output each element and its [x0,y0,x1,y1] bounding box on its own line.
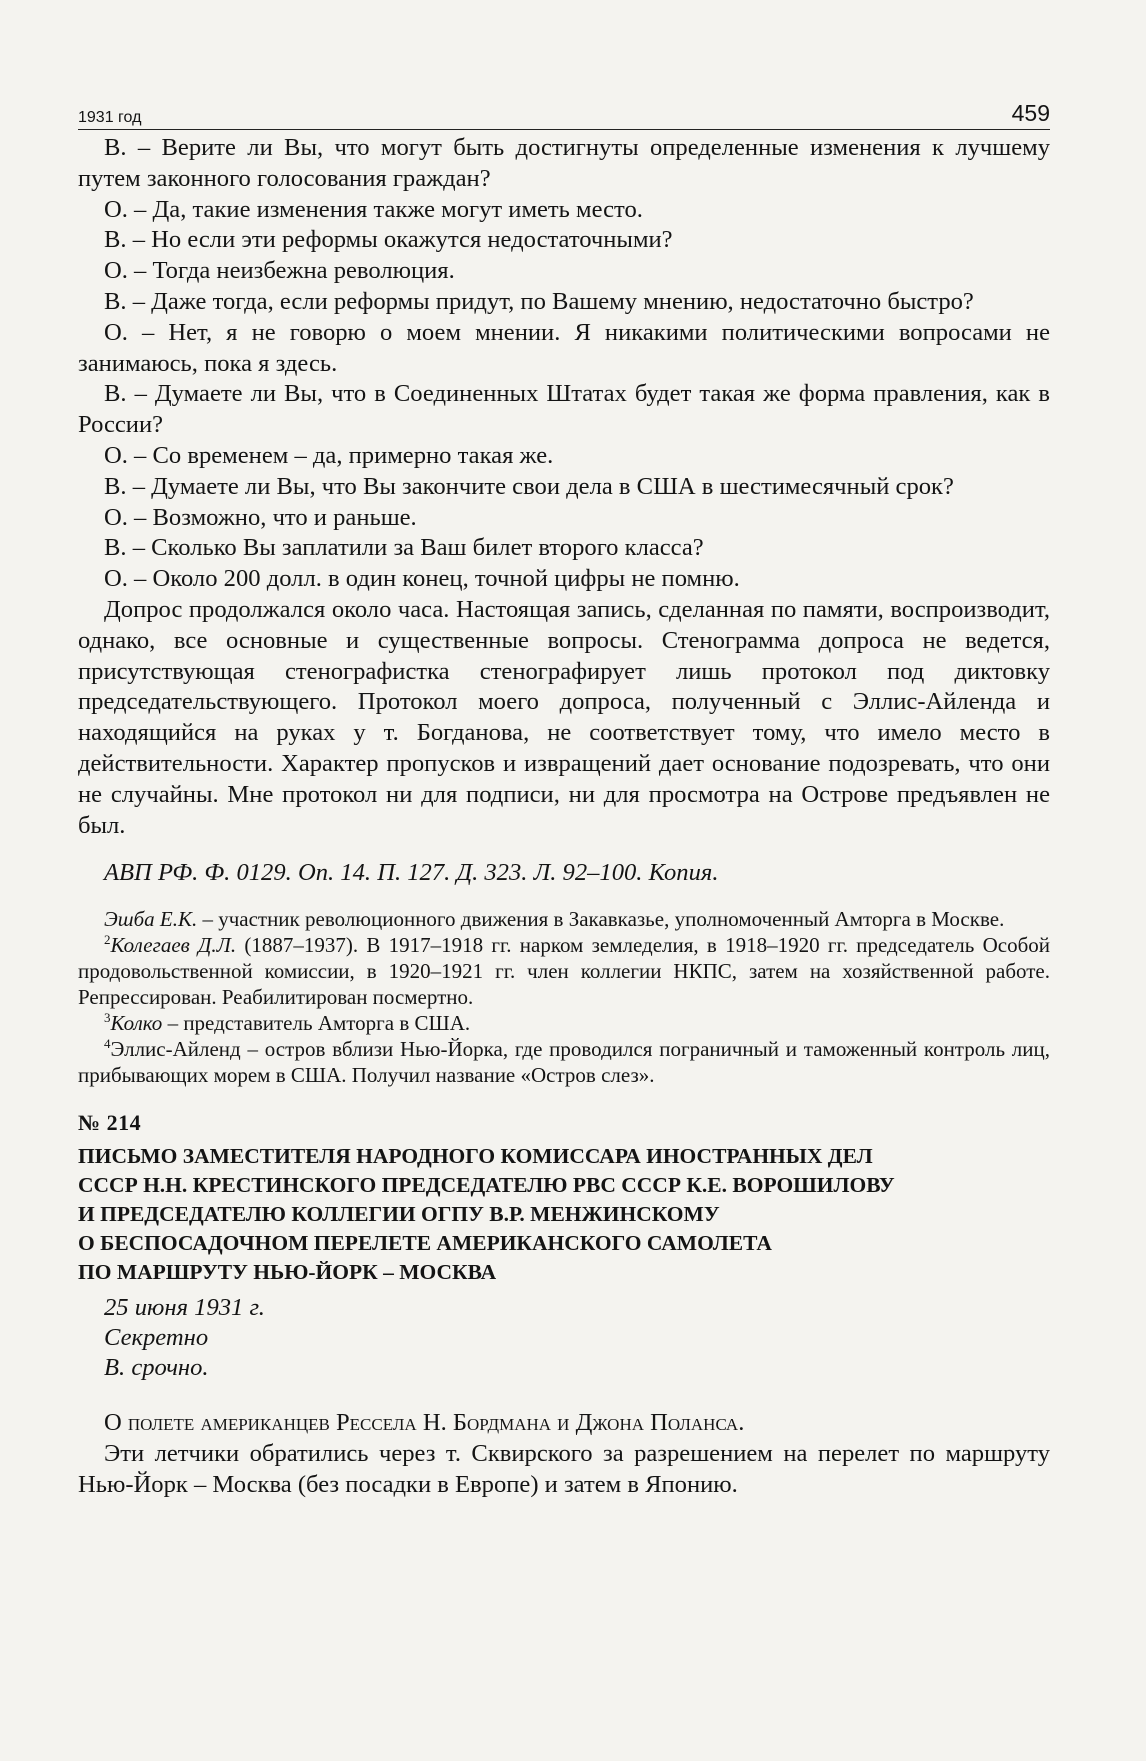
footnote-2 [78,932,1050,1010]
interrogation-dialogue [78,133,1050,841]
title-line: СССР Н.Н. КРЕСТИНСКОГО ПРЕДСЕДАТЕЛЮ РВС СССР К.Е. ВОРОШИЛОВУ [78,1173,895,1198]
dialogue-line: В. – Сколько Вы заплатили за Ваш билет второго класса? [104,534,704,562]
footnote-3 [78,1010,1050,1036]
footnote-mark: 3 [104,1010,111,1026]
title-line: ПО МАРШРУТУ НЬЮ-ЙОРК – МОСКВА [78,1260,497,1285]
document-date: 25 июня 1931 г. [104,1294,265,1322]
closing-paragraph: Допрос продолжался около часа. Настоящая запись, сделанная по памяти, воспроизводит, однако, все основные и существенные вопросы. Стенограмма допроса не ведется, присутствующая стенографистка стенографирует лишь протокол под диктовку председательствующего. Протокол моего допроса, полученный с Эллис-Айленда и находящийся на руках у т. Богданова, не соответствует тому, что имело место в действительности. Характер пропусков и извращений дает основание подозревать, что они не случайны. Мне протокол ни для подписи, ни для просмотра на Острове предъявлен не был. [78,595,1050,839]
footnote-text: Эллис-Айленд – остров вблизи Нью-Йорка, где проводился пограничный и таможенный контроль лиц, прибывающих морем в США. Получил название «Остров слез». [78,1037,1050,1088]
classification: Секретно [104,1324,209,1352]
dialogue-line: В. – Думаете ли Вы, что в Соединенных Штатах будет такая же форма правления, как в России? [78,380,1050,439]
letter-body [78,1407,1050,1500]
dialogue-line: О. – Со временем – да, примерно такая же. [104,441,554,469]
title-line: О БЕСПОСАДОЧНОМ ПЕРЕЛЕТЕ АМЕРИКАНСКОГО САМОЛЕТА [78,1231,772,1256]
dialogue-line: О. – Возможно, что и раньше. [104,503,417,531]
footnote-1 [78,906,1050,932]
dialogue-line: В. – Но если эти реформы окажутся недостаточными? [104,226,673,254]
letter-subject: О полете американцев Ресcела Н. Бордмана и Джона Поланса. [104,1409,745,1437]
letter-paragraph: Эти летчики обратились через т. Сквирского за разрешением на перелет по маршруту Нью-Йорк – Москва (без посадки в Европе) и затем в Японию. [78,1440,1050,1499]
title-line: И ПРЕДСЕДАТЕЛЮ КОЛЛЕГИИ ОГПУ В.Р. МЕНЖИНСКОМУ [78,1202,720,1227]
footnote-text: (1887–1937). В 1917–1918 гг. нарком земледелия, в 1918–1920 гг. председатель Особой продовольственной комиссии, в 1920–1921 гг. член коллегии НКПС, затем на хозяйственной работе. Репрессирован. Реабилитирован посмертно. [78,933,1050,1010]
footnote-mark: 4 [104,1036,111,1052]
archive-source: АВП РФ. Ф. 0129. Оп. 14. П. 127. Д. 323. Л. 92–100. Копия. [104,859,719,887]
footnote-name: Колегаев Д.Л. [110,933,237,958]
dialogue-line: В. – Верите ли Вы, что могут быть достигнуты определенные изменения к лучшему путем законного голосования граждан? [78,134,1050,192]
footnote-4 [78,1036,1050,1088]
document-number: № 214 [78,1110,142,1136]
dialogue-line: О. – Нет, я не говорю о моем мнении. Я никакими политическими вопросами не занимаюсь, пока я здесь. [78,318,1050,377]
running-header [78,100,1050,130]
document-title [78,1142,1050,1287]
dialogue-line: В. – Думаете ли Вы, что Вы закончите свои дела в США в шестимесячный срок? [104,472,954,500]
footnote-text: – участник революционного движения в Закавказье, уполномоченный Амторга в Москве. [197,907,1005,932]
document-meta [78,1293,1050,1383]
book-page [78,100,1050,1500]
urgency: В. срочно. [104,1354,209,1382]
dialogue-line: О. – Да, такие изменения также могут иметь место. [104,195,643,223]
footnotes [78,905,1050,1088]
header-year: 1931 год [78,109,142,126]
footnote-name: Колко [110,1011,163,1036]
page-number: 459 [1011,100,1050,126]
footnote-mark: 2 [104,932,111,948]
dialogue-line: О. – Тогда неизбежна революция. [104,257,455,285]
title-line: ПИСЬМО ЗАМЕСТИТЕЛЯ НАРОДНОГО КОМИССАРА ИНОСТРАННЫХ ДЕЛ [78,1144,873,1169]
footnote-text: – представитель Амторга в США. [162,1011,471,1036]
footnote-name: Эшба Е.К. [104,907,198,932]
dialogue-line: В. – Даже тогда, если реформы придут, по Вашему мнению, недостаточно быстро? [104,287,974,315]
dialogue-line: О. – Около 200 долл. в один конец, точной цифры не помню. [104,565,740,593]
